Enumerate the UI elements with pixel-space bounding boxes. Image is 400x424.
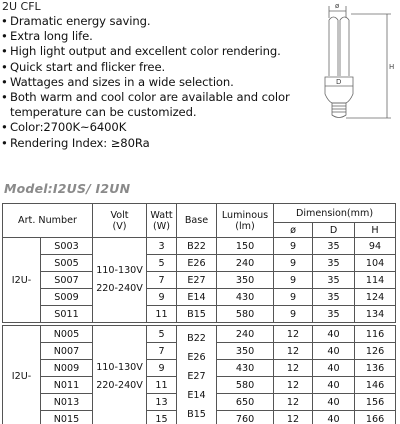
right-tube: [340, 17, 349, 76]
row-h: 156: [355, 394, 396, 411]
feature-list: [1, 14, 301, 151]
row-d: 40: [313, 394, 355, 411]
group-volt: 110-130V 220-240V: [93, 326, 147, 424]
row-code: N013: [41, 394, 93, 411]
row-h: 116: [355, 326, 396, 343]
row-h: 104: [355, 255, 396, 272]
row-h: 126: [355, 343, 396, 360]
row-h: 134: [355, 306, 396, 323]
header-volt: Volt (V): [93, 204, 147, 238]
row-lumen: 240: [217, 255, 274, 272]
table-row: [3, 326, 396, 343]
row-code: S007: [41, 272, 93, 289]
row-lumen: 580: [217, 377, 274, 394]
header-base: Base: [177, 204, 217, 238]
row-diameter: 9: [274, 255, 313, 272]
row-watt: 7: [147, 343, 177, 360]
feature-item: • Extra long life.: [1, 29, 301, 44]
table-row: [3, 289, 396, 306]
row-watt: 7: [147, 272, 177, 289]
row-code: N007: [41, 343, 93, 360]
row-d: 35: [313, 306, 355, 323]
row-diameter: 12: [274, 343, 313, 360]
header-dim-h: H: [355, 223, 396, 238]
row-diameter: 12: [274, 394, 313, 411]
row-watt: 9: [147, 289, 177, 306]
row-d: 40: [313, 377, 355, 394]
lamp-dimension-diagram: [305, 2, 400, 124]
header-watt: Watt (W): [147, 204, 177, 238]
row-h: 94: [355, 238, 396, 255]
header-dim-d: D: [313, 223, 355, 238]
feature-item: • Wattages and sizes in a wide selection.: [1, 75, 301, 90]
row-h: 124: [355, 289, 396, 306]
feature-item: • High light output and excellent color rendering.: [1, 44, 301, 59]
group-prefix: I2U-: [3, 238, 41, 323]
row-h: 146: [355, 377, 396, 394]
row-base: E27: [177, 272, 217, 289]
row-lumen: 580: [217, 306, 274, 323]
row-lumen: 760: [217, 411, 274, 424]
row-watt: 11: [147, 377, 177, 394]
row-lumen: 430: [217, 360, 274, 377]
row-watt: 5: [147, 326, 177, 343]
lamp-base-screw: [332, 103, 346, 118]
row-diameter: 12: [274, 411, 313, 424]
diagram-label-h: H: [389, 63, 395, 71]
row-base: E26: [177, 255, 217, 272]
row-lumen: 650: [217, 394, 274, 411]
group-bases: B22 E26 E27 E14 B15: [177, 326, 217, 424]
row-diameter: 12: [274, 377, 313, 394]
row-h: 114: [355, 272, 396, 289]
row-d: 35: [313, 272, 355, 289]
model-title: Model:I2US/ I2UN: [4, 181, 131, 196]
header-art-number: Art. Number: [3, 204, 93, 238]
row-code: S003: [41, 238, 93, 255]
row-base: B15: [177, 306, 217, 323]
row-watt: 5: [147, 255, 177, 272]
row-d: 35: [313, 238, 355, 255]
row-d: 40: [313, 411, 355, 424]
row-lumen: 350: [217, 343, 274, 360]
feature-item: • Dramatic energy saving.: [1, 14, 301, 29]
product-title: 2U CFL: [2, 0, 41, 13]
spec-table: [2, 203, 396, 424]
diagram-label-diameter: ø: [335, 2, 340, 10]
row-diameter: 9: [274, 289, 313, 306]
table-row: [3, 238, 396, 255]
feature-item: • Both warm and cool color are available and color temperature can be customized.: [1, 90, 301, 120]
table-row: [3, 272, 396, 289]
row-watt: 9: [147, 360, 177, 377]
row-lumen: 240: [217, 326, 274, 343]
group-prefix: I2U-: [3, 326, 41, 424]
row-code: N005: [41, 326, 93, 343]
row-diameter: 9: [274, 306, 313, 323]
row-code: S011: [41, 306, 93, 323]
row-d: 40: [313, 360, 355, 377]
header-dimension: Dimension(mm): [274, 204, 396, 223]
row-diameter: 9: [274, 238, 313, 255]
row-lumen: 350: [217, 272, 274, 289]
row-watt: 13: [147, 394, 177, 411]
diagram-label-d: D: [336, 78, 342, 86]
feature-item: • Quick start and flicker free.: [1, 60, 301, 75]
table-row: [3, 255, 396, 272]
row-h: 166: [355, 411, 396, 424]
row-code: S005: [41, 255, 93, 272]
row-diameter: 9: [274, 272, 313, 289]
row-watt: 15: [147, 411, 177, 424]
row-diameter: 12: [274, 326, 313, 343]
feature-item: • Color:2700K~6400K: [1, 120, 301, 135]
row-code: N009: [41, 360, 93, 377]
feature-item: • Rendering Index: ≥80Ra: [1, 136, 301, 151]
row-diameter: 12: [274, 360, 313, 377]
header-dim-diameter: ø: [274, 223, 313, 238]
row-base: E14: [177, 289, 217, 306]
row-code: N015: [41, 411, 93, 424]
row-watt: 11: [147, 306, 177, 323]
row-code: N011: [41, 377, 93, 394]
row-d: 40: [313, 343, 355, 360]
row-lumen: 430: [217, 289, 274, 306]
row-lumen: 150: [217, 238, 274, 255]
table-row: [3, 306, 396, 323]
row-h: 136: [355, 360, 396, 377]
row-base: B22: [177, 238, 217, 255]
left-tube: [329, 17, 338, 76]
row-code: S009: [41, 289, 93, 306]
row-d: 40: [313, 326, 355, 343]
row-d: 35: [313, 255, 355, 272]
header-luminous: Luminous (lm): [217, 204, 274, 238]
row-watt: 3: [147, 238, 177, 255]
row-d: 35: [313, 289, 355, 306]
group-volt: 110-130V 220-240V: [93, 238, 147, 323]
